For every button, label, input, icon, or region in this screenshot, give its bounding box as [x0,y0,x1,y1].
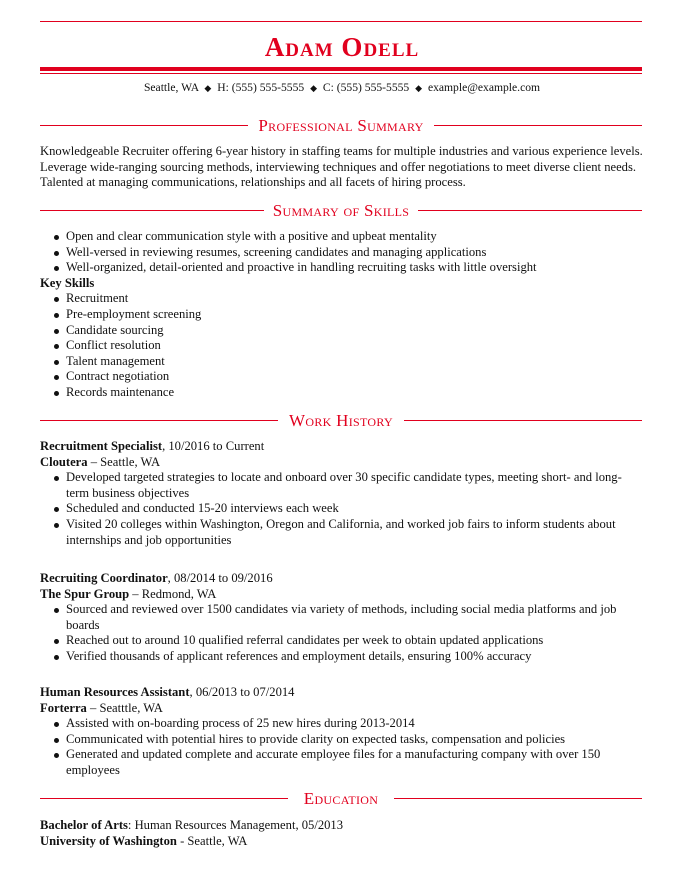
job-bullets [40,602,644,664]
list-item: Candidate sourcing [66,323,644,339]
list-item: Visited 20 colleges within Washington, Oregon and California, and worked job fairs to inform students about internships and job opportunities [66,517,644,548]
list-item: Records maintenance [66,385,644,401]
section-heading-skills [40,201,642,221]
job-entry [40,685,644,779]
section-title: Work History [289,411,393,430]
summary-block [40,144,644,191]
section-heading-summary [40,116,642,136]
job-title-line [40,685,644,701]
job-dates: , 10/2016 to Current [162,439,265,453]
job-company-line [40,587,644,603]
list-item: Sourced and reviewed over 1500 candidates via variety of methods, including social media platforms and job boards [66,602,644,633]
section-title: Summary of Skills [272,201,410,220]
diamond-separator-icon: ◆ [415,83,423,93]
job-company-line [40,701,644,717]
candidate-name: Adam Odell [264,32,420,62]
key-skills-list [40,291,644,400]
contact-email[interactable]: example@example.com [427,81,541,94]
list-item: Well-organized, detail-oriented and proactive in handling recruiting tasks with little oversight [66,260,644,276]
job-title-line [40,439,644,455]
list-item: Developed targeted strategies to locate and onboard over 30 specific candidate types, meeting short- and long-term business objectives [66,470,644,501]
skills-list [40,229,644,276]
job-company: The Spur Group [40,586,130,601]
list-item: Verified thousands of applicant references and employment details, ensuring 100% accuracy [66,649,644,665]
section-heading-education [40,789,642,809]
job-bullets [40,716,644,778]
degree-name: Bachelor of Arts [40,818,128,832]
list-item: Pre-employment screening [66,307,644,323]
diamond-separator-icon: ◆ [310,83,317,93]
job-company: Forterra [40,700,87,715]
job-dates: , 06/2013 to 07/2014 [189,685,295,699]
contact-line [0,80,684,96]
section-heading-work [40,411,642,431]
list-item: Talent management [66,354,644,370]
job-company: Cloutera [40,454,88,469]
job-role: Recruiting Coordinator [40,571,168,585]
list-item: Communicated with potential hires to provide clarity on expected tasks, compensation and policies [66,732,644,748]
job-location: – Redmond, WA [129,586,217,601]
job-bullets [40,470,644,548]
skills-block [40,229,644,401]
contact-cell-phone: C: (555) 555-5555 [322,81,410,94]
key-skills-label: Key Skills [40,275,95,290]
job-title-line [40,571,644,587]
school-line [40,834,644,850]
name-rule-thin [40,73,642,74]
job-location: – Seattle, WA [87,454,161,469]
diamond-separator-icon: ◆ [204,83,212,93]
job-dates: , 08/2014 to 09/2016 [167,571,273,585]
list-item: Well-versed in reviewing resumes, screening candidates and managing applications [66,245,644,261]
list-item: Reached out to around 10 qualified referral candidates per week to obtain updated applications [66,633,644,649]
list-item: Scheduled and conducted 15-20 interviews each week [66,501,644,517]
list-item: Assisted with on-boarding process of 25 new hires during 2013-2014 [66,716,644,732]
name-rule-thick [40,67,642,71]
job-role: Recruitment Specialist [40,439,163,453]
list-item: Recruitment [66,291,644,307]
list-item: Open and clear communication style with a positive and upbeat mentality [66,229,644,245]
contact-location: Seattle, WA [143,81,199,94]
school-name: University of Washington [40,833,177,848]
contact-home-phone: H: (555) 555-5555 [217,81,305,94]
job-entry [40,439,644,548]
top-rule [40,21,642,22]
degree-line [40,818,644,834]
summary-text: Knowledgeable Recruiter offering 6-year history in staffing teams for multiple industries and various experience levels. Leverage wide-ranging sourcing methods, interviewing techniques and offer negotiations to meet diverse client needs. Talented at managing communications, relationships and all facets of hiring process. [40,144,643,190]
list-item: Contract negotiation [66,369,644,385]
school-location: - Seattle, WA [176,833,248,848]
degree-field: : Human Resources Management, 05/2013 [127,818,344,832]
job-company-line [40,455,644,471]
list-item: Generated and updated complete and accurate employee files for a manufacturing company with over 150 employees [66,747,644,778]
list-item: Conflict resolution [66,338,644,354]
job-role: Human Resources Assistant [40,685,190,699]
education-block [40,818,644,849]
job-location: – Seatttle, WA [86,700,163,715]
section-title: Education [303,789,379,808]
job-entry [40,571,644,665]
section-title: Professional Summary [258,116,424,135]
